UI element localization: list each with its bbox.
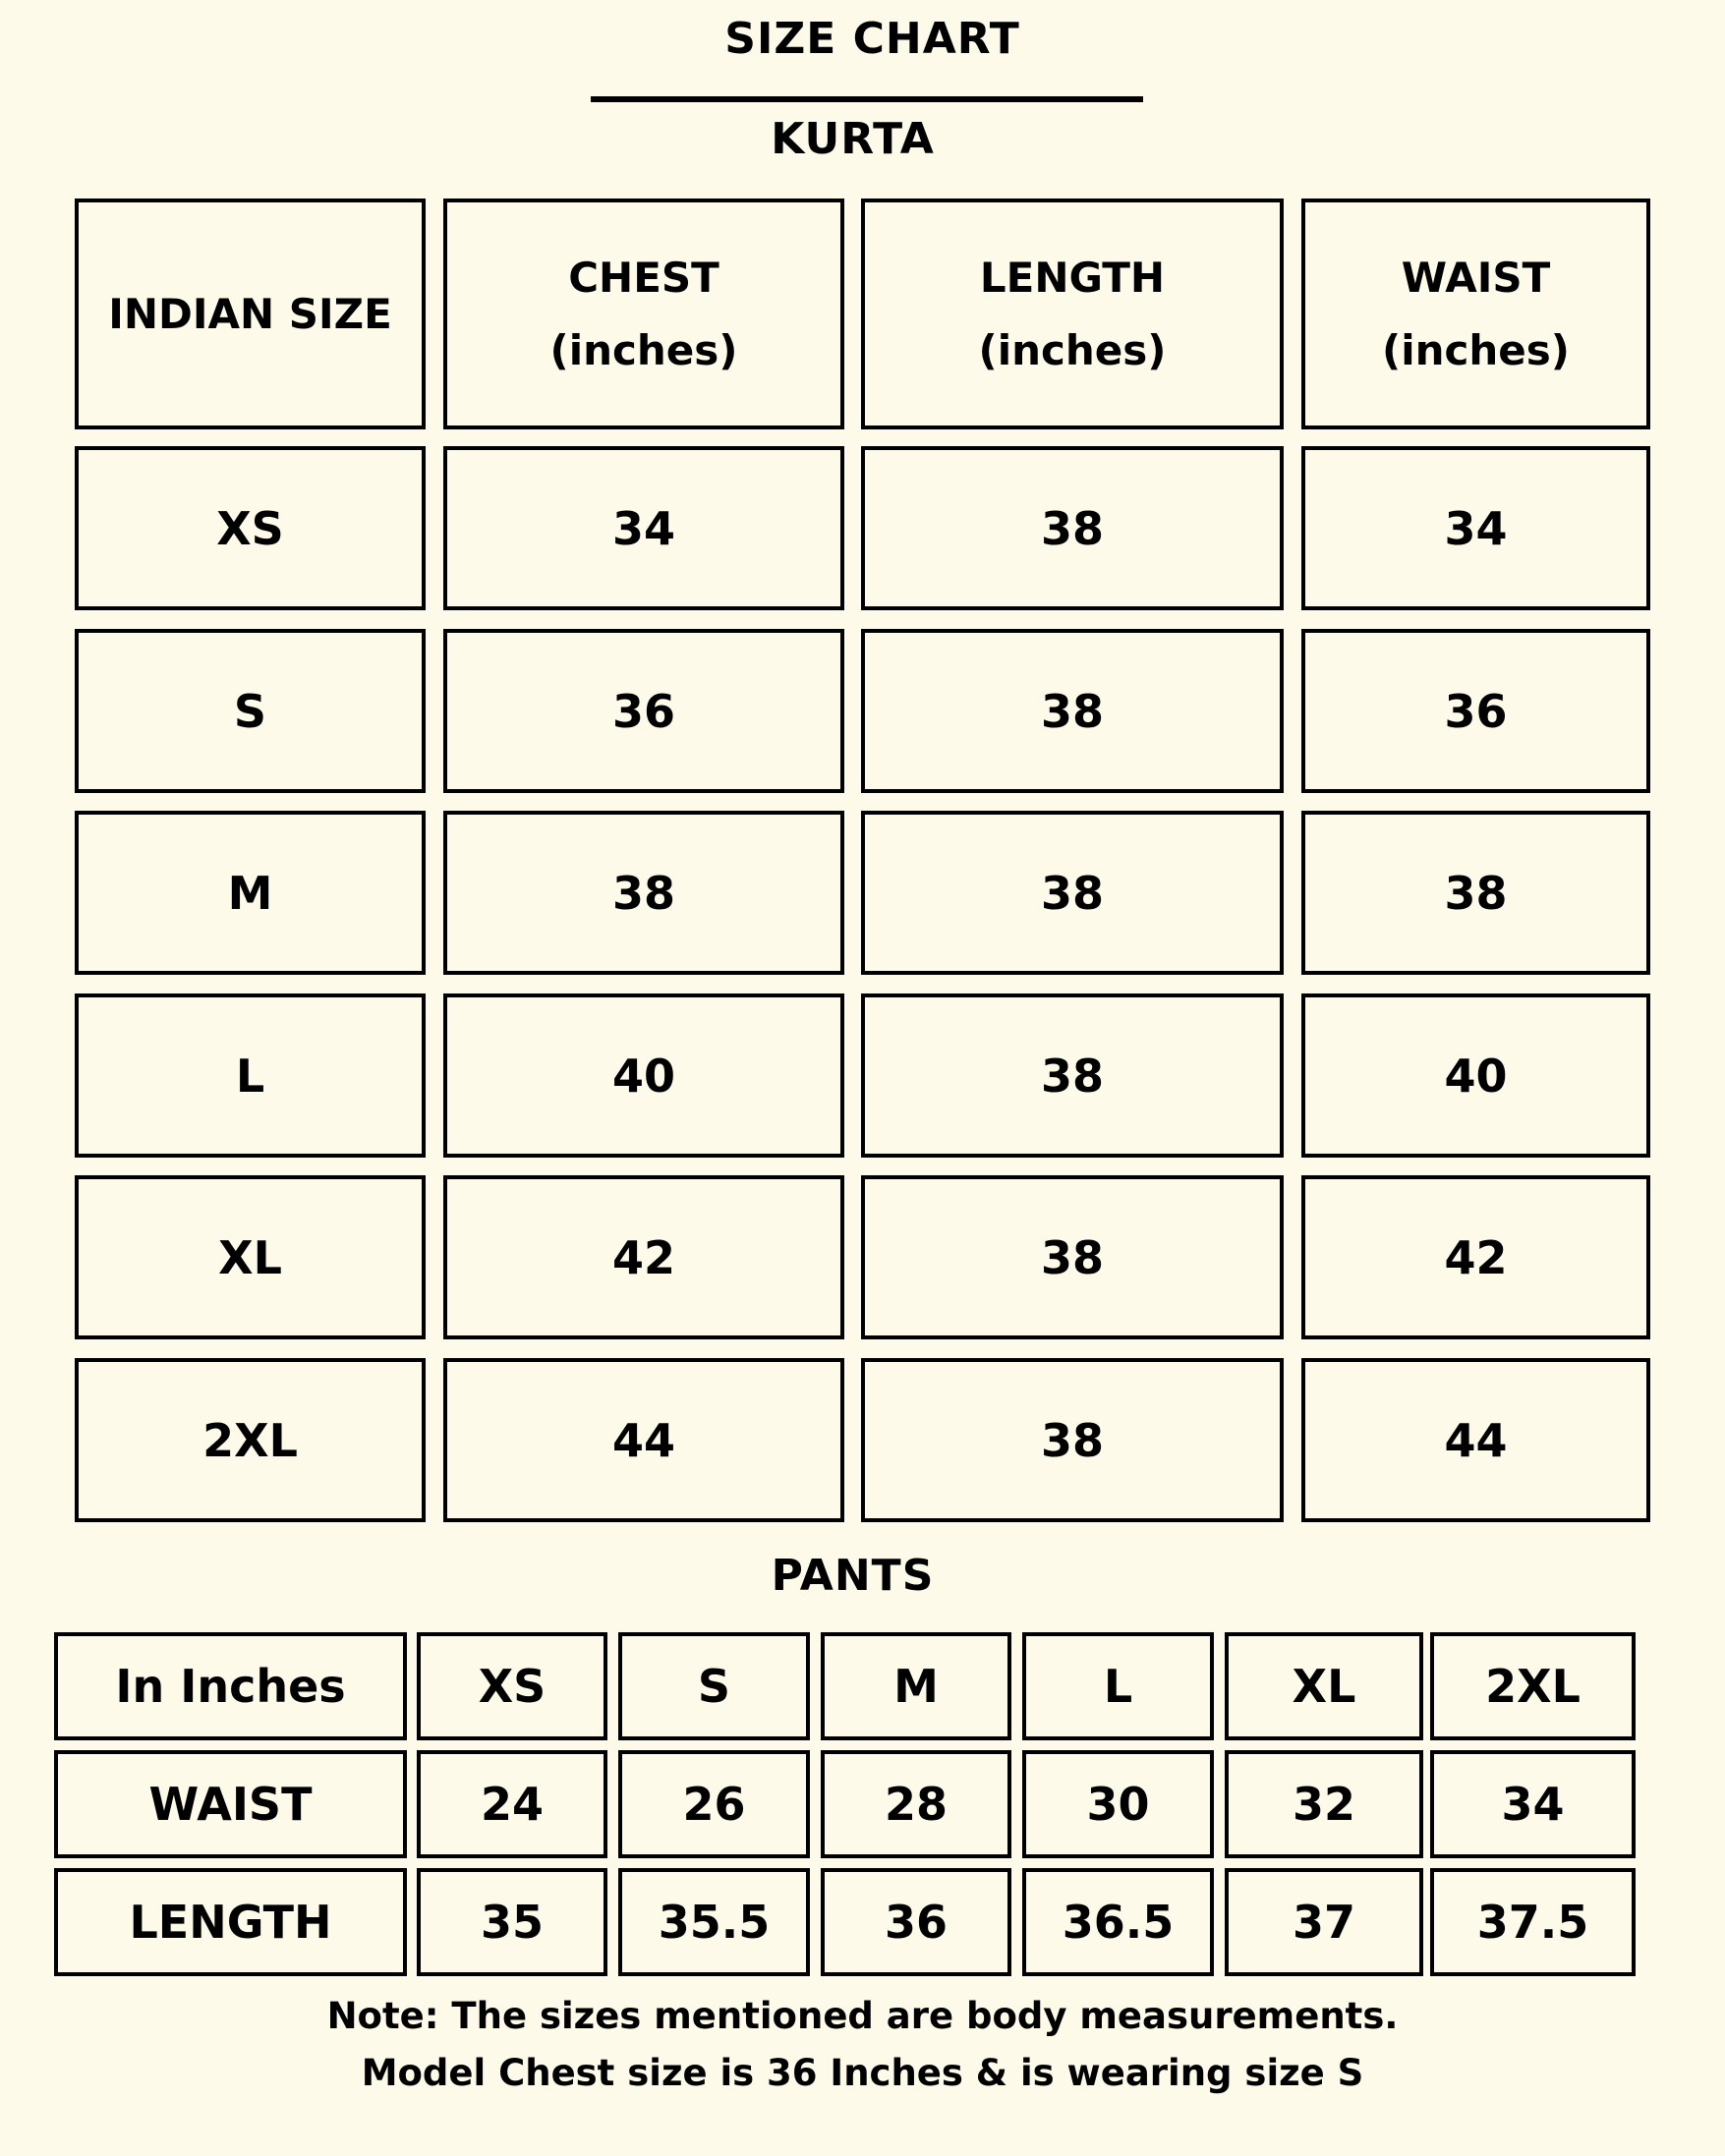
pants-value-cell: 32 [1225,1750,1423,1858]
kurta-value-cell: 38 [861,446,1284,610]
kurta-column-unit: (inches) [978,325,1167,374]
kurta-value-cell: 44 [443,1358,844,1522]
kurta-value-cell: 36 [1301,629,1650,793]
pants-section-title: PANTS [771,1551,935,1601]
kurta-size-cell: XS [75,446,426,610]
kurta-size-cell: 2XL [75,1358,426,1522]
kurta-column-label: INDIAN SIZE [108,289,392,338]
pants-value-cell: 28 [821,1750,1011,1858]
pants-value-cell: 34 [1430,1750,1636,1858]
kurta-column-unit: (inches) [1382,325,1570,374]
kurta-value-cell: 38 [861,811,1284,975]
kurta-column-label: WAIST [1401,253,1551,302]
kurta-column-unit: (inches) [549,325,738,374]
kurta-section-title: KURTA [771,114,935,164]
kurta-value-cell: 38 [861,993,1284,1158]
note-line-2: Model Chest size is 36 Inches & is wearing size S [361,2052,1364,2094]
pants-header-cell: XS [417,1632,607,1740]
pants-value-cell: 36.5 [1022,1868,1214,1976]
kurta-value-cell: 42 [443,1175,844,1339]
page-title: SIZE CHART [724,14,1020,64]
pants-value-cell: 37 [1225,1868,1423,1976]
kurta-column-label: LENGTH [979,253,1166,302]
pants-value-cell: 24 [417,1750,607,1858]
kurta-size-cell: L [75,993,426,1158]
kurta-value-cell: 44 [1301,1358,1650,1522]
pants-value-cell: 35.5 [618,1868,810,1976]
kurta-value-cell: 38 [1301,811,1650,975]
kurta-value-cell: 40 [1301,993,1650,1158]
kurta-value-cell: 36 [443,629,844,793]
kurta-value-cell: 34 [1301,446,1650,610]
kurta-value-cell: 42 [1301,1175,1650,1339]
pants-value-cell: 37.5 [1430,1868,1636,1976]
kurta-column-label: CHEST [568,253,719,302]
kurta-value-cell: 38 [861,1358,1284,1522]
pants-measure-label: LENGTH [54,1868,407,1976]
title-divider [591,96,1143,102]
pants-header-cell: S [618,1632,810,1740]
kurta-header-cell [861,199,1284,429]
pants-header-cell: L [1022,1632,1214,1740]
pants-header-cell: In Inches [54,1632,407,1740]
pants-value-cell: 30 [1022,1750,1214,1858]
pants-value-cell: 36 [821,1868,1011,1976]
pants-value-cell: 26 [618,1750,810,1858]
kurta-header-cell [75,199,426,429]
kurta-value-cell: 34 [443,446,844,610]
pants-header-cell: XL [1225,1632,1423,1740]
kurta-header-cell [443,199,844,429]
kurta-value-cell: 38 [443,811,844,975]
pants-header-cell: 2XL [1430,1632,1636,1740]
kurta-size-cell: M [75,811,426,975]
kurta-value-cell: 38 [861,1175,1284,1339]
kurta-size-cell: S [75,629,426,793]
pants-value-cell: 35 [417,1868,607,1976]
kurta-value-cell: 40 [443,993,844,1158]
kurta-value-cell: 38 [861,629,1284,793]
pants-measure-label: WAIST [54,1750,407,1858]
note-line-1: Note: The sizes mentioned are body measurements. [326,1995,1399,2037]
pants-header-cell: M [821,1632,1011,1740]
kurta-header-cell [1301,199,1650,429]
kurta-size-cell: XL [75,1175,426,1339]
